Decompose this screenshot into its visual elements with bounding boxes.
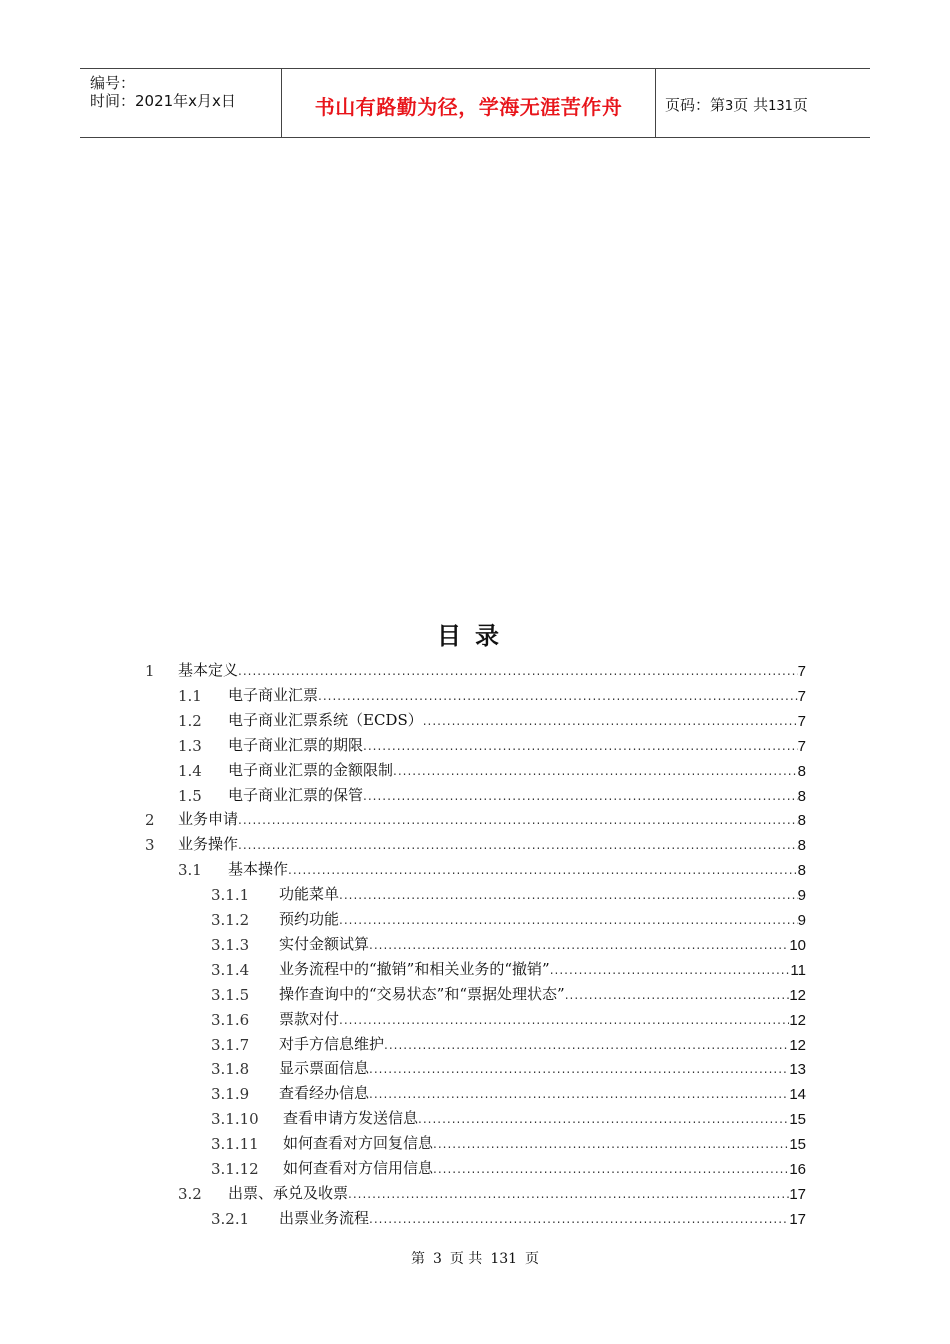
toc-leader-dots [238, 662, 798, 680]
toc-entry-page: 17 [789, 1210, 806, 1228]
toc-entry-page: 8 [797, 812, 806, 830]
toc-leader-dots [238, 811, 798, 829]
header-meta-cell [80, 69, 281, 137]
toc-entry-title: 如何查看对方信用信息 [283, 1159, 434, 1177]
toc-entry-number: 3.1.7 [211, 1035, 250, 1054]
toc-entry-number: 3 [145, 836, 155, 855]
toc-entry-page: 8 [797, 862, 806, 880]
toc-entry-number: 1.3 [178, 736, 202, 755]
toc-leader-dots [433, 1135, 789, 1153]
toc-entry[interactable] [211, 1030, 806, 1054]
toc-leader-dots [288, 861, 798, 879]
toc-entry[interactable] [211, 1005, 806, 1029]
toc-entry[interactable] [211, 1104, 806, 1128]
toc-entry-title: 电子商业汇票 [228, 685, 319, 704]
header-page-current: 3 [725, 99, 734, 114]
toc-entry[interactable] [145, 656, 806, 680]
document-number-label: 编号： [90, 74, 136, 92]
toc-entry[interactable] [211, 1054, 806, 1078]
header-page-cell [655, 69, 870, 137]
toc-entry[interactable] [211, 930, 806, 954]
toc-entry[interactable] [211, 955, 806, 979]
document-header [80, 68, 870, 138]
toc-entry-page: 7 [797, 712, 806, 730]
toc-entry-number: 2 [145, 811, 155, 830]
toc-entry-page: 12 [789, 1036, 806, 1054]
toc-entry-page: 7 [797, 737, 806, 755]
toc-entry[interactable] [178, 681, 806, 705]
toc-entry-number: 1 [145, 662, 155, 680]
toc-entry-page: 12 [789, 986, 806, 1004]
toc-entry[interactable] [178, 756, 806, 780]
toc-entry-title: 出票、承兑及收票 [228, 1183, 349, 1202]
toc-entry[interactable] [211, 1204, 806, 1228]
toc-entry[interactable] [211, 1079, 806, 1103]
toc-entry-title: 业务操作 [178, 835, 239, 854]
toc-entry-title: 操作查询中的“交易状态”和“票据处理状态” [279, 984, 565, 1003]
toc-entry-title: 查看经办信息 [279, 1084, 370, 1103]
footer-current-page: 3 [432, 1251, 442, 1267]
header-page-suffix: 页 [792, 96, 808, 114]
document-time-label: 时间：2021年x月x日 [90, 92, 236, 110]
toc-leader-dots [369, 1085, 789, 1103]
toc-entry[interactable] [211, 905, 806, 929]
toc-entry-number: 3.1.8 [211, 1060, 250, 1079]
toc-entry[interactable] [145, 805, 806, 829]
toc-entry[interactable] [178, 1179, 806, 1203]
header-page-info [665, 94, 808, 115]
toc-entry-page: 9 [797, 912, 806, 929]
toc-entry-number: 3.2.1 [211, 1209, 250, 1228]
toc-entry-title: 电子商业汇票的保管 [228, 785, 364, 804]
toc-entry[interactable] [211, 980, 806, 1004]
toc-entry-title: 显示票面信息 [279, 1059, 370, 1078]
toc-leader-dots [318, 687, 798, 705]
toc-entry-number: 1.4 [178, 761, 202, 780]
toc-entry-title: 查看申请方发送信息 [283, 1109, 419, 1128]
toc-entry-page: 14 [789, 1086, 806, 1104]
toc-leader-dots [339, 911, 798, 929]
toc-entry-number: 3.1.11 [211, 1135, 259, 1154]
toc-entry-page: 12 [789, 1011, 806, 1029]
toc-entry-number: 3.2 [178, 1184, 202, 1203]
toc-entry-page: 8 [797, 837, 806, 855]
toc-entry[interactable] [178, 781, 806, 805]
header-motto-cell [281, 69, 656, 137]
toc-entry-page: 7 [797, 687, 806, 705]
toc-leader-dots [433, 1160, 789, 1178]
footer-mid: 页 共 [449, 1251, 483, 1267]
toc-entry[interactable] [178, 855, 806, 879]
toc-entry-page: 15 [789, 1111, 806, 1129]
toc-leader-dots [565, 986, 790, 1004]
toc-entry-title: 预约功能 [279, 910, 340, 928]
toc-entry-number: 3.1.9 [211, 1085, 250, 1104]
toc-leader-dots [238, 836, 798, 854]
footer-total-pages: 131 [490, 1251, 518, 1267]
toc-entry-number: 1.5 [178, 786, 202, 805]
toc-entry-page: 8 [797, 787, 806, 805]
toc-entry-page: 15 [789, 1136, 806, 1154]
toc-entry-number: 3.1.1 [211, 886, 250, 905]
toc-entry-page: 16 [789, 1161, 806, 1178]
toc-entry-number: 3.1.3 [211, 935, 250, 954]
toc-entry-title: 基本操作 [228, 860, 289, 879]
toc-entry-number: 1.1 [178, 686, 202, 705]
toc-entry-title: 对手方信息维护 [279, 1034, 385, 1053]
toc-entry[interactable] [211, 1154, 806, 1178]
toc-entry-number: 3.1.12 [211, 1160, 259, 1178]
footer-prefix: 第 [410, 1251, 425, 1267]
toc-leader-dots [363, 737, 798, 755]
toc-entry-number: 3.1.2 [211, 911, 250, 929]
toc-title: 目录 [437, 622, 513, 650]
toc-leader-dots [550, 961, 791, 979]
header-motto: 书山有路勤为径，学海无涯苦作舟 [314, 95, 623, 119]
toc-leader-dots [339, 886, 798, 904]
toc-entry[interactable] [178, 731, 806, 755]
header-page-mid: 页 共 [733, 96, 769, 114]
toc-entry-number: 3.1.5 [211, 985, 250, 1004]
toc-entry-title: 基本定义 [178, 661, 239, 679]
toc-leader-dots [363, 787, 798, 805]
toc-entry-page: 17 [789, 1185, 806, 1203]
footer-suffix: 页 [525, 1251, 540, 1267]
toc-entry-number: 3.1.6 [211, 1010, 250, 1029]
toc-entry-title: 电子商业汇票的期限 [228, 735, 364, 754]
toc-entry-number: 3.1 [178, 861, 202, 880]
toc-entry-title: 实付金额试算 [279, 934, 370, 953]
toc-leader-dots [369, 936, 789, 954]
toc-entry-page: 9 [797, 887, 806, 905]
toc-entry-page: 7 [797, 663, 806, 680]
header-page-prefix: 页码：第 [665, 96, 726, 114]
toc-leader-dots [384, 1036, 789, 1054]
header-page-total: 131 [768, 99, 793, 114]
toc-entry[interactable] [145, 830, 806, 854]
toc-entry-number: 3.1.10 [211, 1110, 259, 1129]
toc-entry-title: 电子商业汇票系统（ECDS） [228, 710, 423, 729]
toc-entry-page: 8 [797, 762, 806, 780]
toc-entry-page: 10 [789, 936, 806, 954]
toc-entry-title: 票款对付 [279, 1009, 340, 1028]
toc-leader-dots [369, 1060, 789, 1078]
toc-entry-number: 3.1.4 [211, 960, 250, 979]
toc-entry-title: 如何查看对方回复信息 [283, 1134, 434, 1153]
toc-leader-dots [339, 1011, 789, 1029]
toc-entry-title: 电子商业汇票的金额限制 [228, 760, 394, 779]
toc-leader-dots [348, 1185, 789, 1203]
toc-entry[interactable] [178, 706, 806, 730]
toc-entry[interactable] [211, 1129, 806, 1153]
toc-leader-dots [418, 1110, 789, 1128]
toc-entry-page: 11 [790, 961, 806, 979]
toc-leader-dots [423, 712, 798, 730]
toc-entry-number: 1.2 [178, 711, 202, 730]
toc-entry-title: 业务流程中的“撤销”和相关业务的“撤销” [279, 959, 550, 978]
toc-entry-title: 出票业务流程 [279, 1208, 370, 1227]
toc-entry-title: 业务申请 [178, 810, 239, 829]
page-footer [0, 1248, 950, 1268]
toc-entry-title: 功能菜单 [279, 885, 340, 904]
toc-entry[interactable] [211, 880, 806, 904]
toc-leader-dots [369, 1210, 789, 1228]
toc-entry-page: 13 [789, 1061, 806, 1079]
toc-leader-dots [393, 762, 798, 780]
